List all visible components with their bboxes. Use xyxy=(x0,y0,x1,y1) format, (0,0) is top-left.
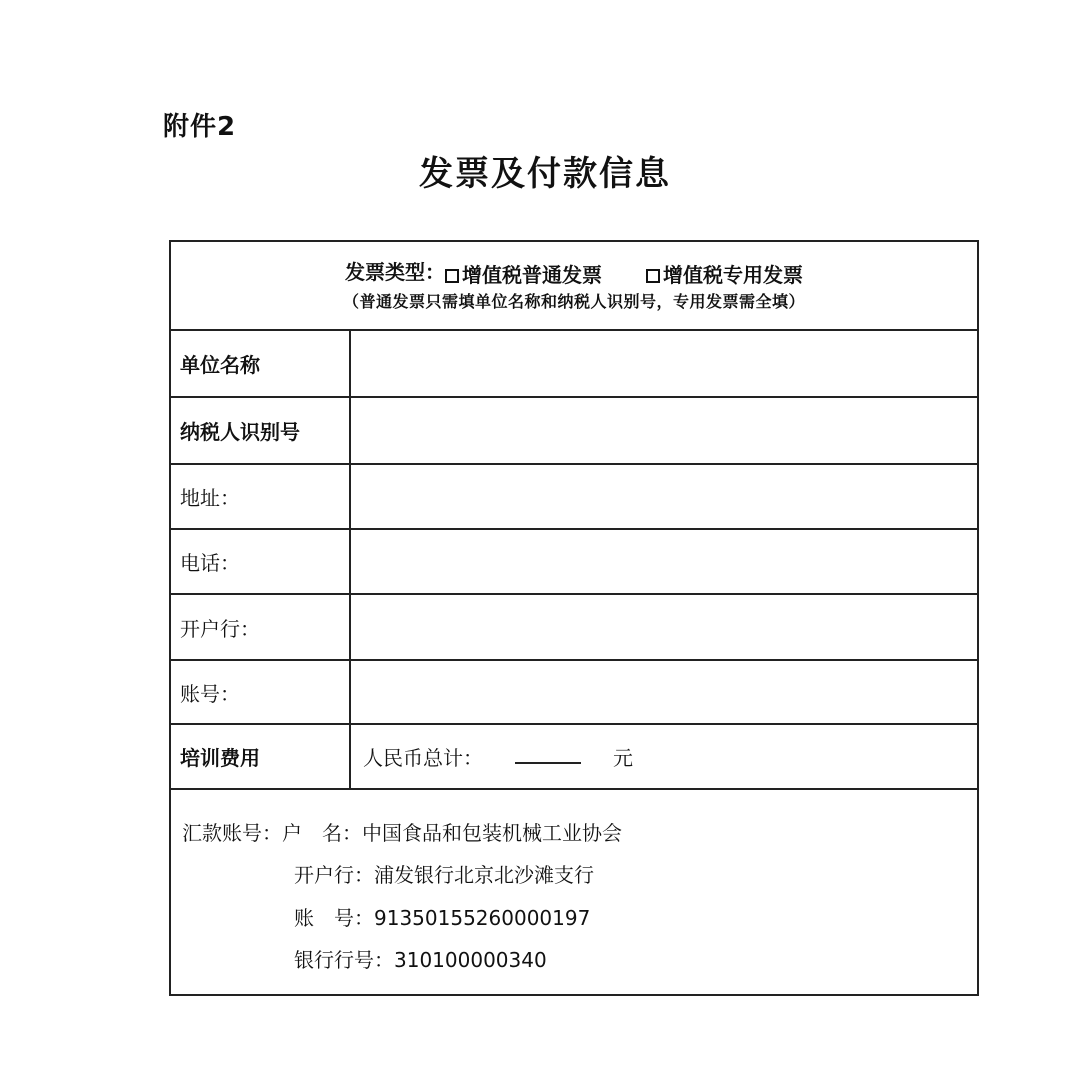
row-address xyxy=(171,465,977,530)
remittance-info xyxy=(171,790,977,994)
remittance-line-bank xyxy=(294,859,594,888)
row-company-name xyxy=(171,331,977,398)
remittance-line-account xyxy=(294,902,590,931)
invoice-option-special[interactable] xyxy=(646,259,803,288)
company-name-label: 单位名称 xyxy=(171,331,351,396)
address-label: 地址： xyxy=(171,465,351,528)
row-bank xyxy=(171,595,977,661)
bank-label: 开户行： xyxy=(171,595,351,659)
checkbox-special-invoice[interactable] xyxy=(646,269,660,283)
remittance-line-bank-code xyxy=(294,944,547,973)
invoice-option-special-label: 增值税专用发票 xyxy=(663,263,803,287)
bank-code-value: 310100000340 xyxy=(394,948,547,972)
bank-field[interactable] xyxy=(351,595,977,659)
checkbox-normal-invoice[interactable] xyxy=(445,269,459,283)
invoice-option-normal-label: 增值税普通发票 xyxy=(462,263,602,287)
invoice-payment-form xyxy=(169,240,979,996)
invoice-type-label: 发票类型： xyxy=(345,260,445,284)
bank-code-key: 银行行号： xyxy=(294,948,394,972)
training-fee-value xyxy=(351,725,977,788)
currency-unit: 元 xyxy=(613,746,633,770)
attachment-label: 附件2 xyxy=(163,112,237,142)
phone-label: 电话： xyxy=(171,530,351,593)
row-taxpayer-id xyxy=(171,398,977,465)
remittance-label: 汇款账号： xyxy=(182,821,282,845)
account-name-key: 户 名： xyxy=(282,821,362,845)
company-name-field[interactable] xyxy=(351,331,977,396)
row-phone xyxy=(171,530,977,595)
row-training-fee xyxy=(171,725,977,790)
phone-field[interactable] xyxy=(351,530,977,593)
account-field[interactable] xyxy=(351,661,977,723)
bank-key: 开户行： xyxy=(294,863,374,887)
account-name-value: 中国食品和包装机械工业协会 xyxy=(362,821,622,845)
page-title: 发票及付款信息 xyxy=(419,154,671,194)
invoice-type-note: （普通发票只需填单位名称和纳税人识别号，专用发票需全填） xyxy=(342,292,805,311)
invoice-option-normal[interactable] xyxy=(445,259,602,288)
row-account xyxy=(171,661,977,725)
remittance-line-name xyxy=(182,817,622,846)
invoice-type-header xyxy=(171,242,977,331)
account-label: 账号： xyxy=(171,661,351,723)
account-no-key: 账 号： xyxy=(294,906,374,930)
taxpayer-id-label: 纳税人识别号 xyxy=(171,398,351,463)
training-fee-label: 培训费用 xyxy=(171,725,351,788)
rmb-total-label: 人民币总计： xyxy=(363,746,483,770)
account-no-value: 91350155260000197 xyxy=(374,906,591,930)
amount-blank[interactable] xyxy=(515,750,581,764)
bank-value: 浦发银行北京北沙滩支行 xyxy=(374,863,594,887)
taxpayer-id-field[interactable] xyxy=(351,398,977,463)
invoice-type-line xyxy=(171,256,977,288)
address-field[interactable] xyxy=(351,465,977,528)
